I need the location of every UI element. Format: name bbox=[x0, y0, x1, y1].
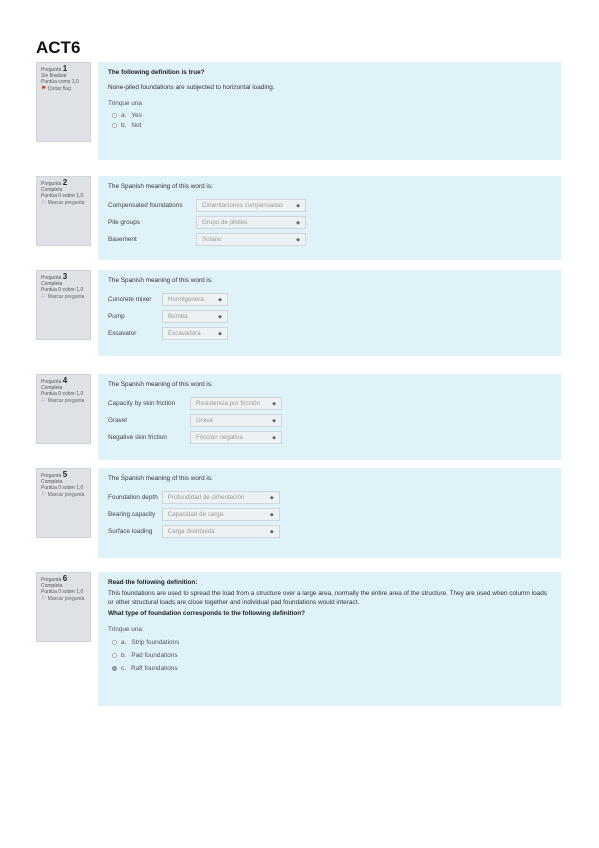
flag-question-button[interactable]: ⚐ Marcar pregunta bbox=[41, 595, 85, 602]
question-body: This foundations are used to spread the load from a structure over a large area, normally the entire area of the structure. They are used when column loads or other structural loads are close together and individual pad foundations would interact. bbox=[108, 590, 547, 606]
term-label: Surface loading bbox=[108, 528, 153, 535]
select-arrow-icon: ◆ bbox=[296, 202, 300, 209]
question-text: The following definition is true? bbox=[108, 69, 205, 76]
answer-select[interactable]: Resistencia por fricción ◆ bbox=[190, 397, 282, 410]
flag-question-button[interactable]: ⚐ Marcar pregunta bbox=[41, 397, 85, 404]
flag-icon: ⚐ bbox=[41, 199, 47, 206]
select-arrow-icon: ◆ bbox=[218, 296, 222, 303]
select-arrow-icon: ◆ bbox=[272, 434, 276, 441]
radio-button[interactable] bbox=[112, 113, 117, 118]
term-label: Pump bbox=[108, 313, 125, 320]
question-state: Completa bbox=[41, 187, 63, 194]
page-title: ACT6 bbox=[36, 38, 81, 57]
select-arrow-icon: ◆ bbox=[272, 400, 276, 407]
question-content-6 bbox=[98, 572, 561, 706]
radio-button[interactable] bbox=[112, 653, 117, 658]
question-info-2 bbox=[36, 176, 91, 246]
question-content-4 bbox=[98, 374, 561, 460]
answer-select[interactable]: Bomba ◆ bbox=[162, 310, 228, 323]
question-marks: Puntúa 0 sobre 1,0 bbox=[41, 485, 84, 492]
answer-select[interactable]: Carga distribuida ◆ bbox=[162, 525, 280, 538]
term-label: Negative skin friction bbox=[108, 434, 167, 441]
flag-question-button[interactable]: ⚐ Marcar pregunta bbox=[41, 199, 85, 206]
matching-row bbox=[108, 291, 228, 308]
matching-row bbox=[108, 395, 282, 412]
answer-select[interactable]: Excavadora ◆ bbox=[162, 327, 228, 340]
select-arrow-icon: ◆ bbox=[269, 528, 274, 535]
matching-table bbox=[108, 291, 228, 342]
matching-table bbox=[108, 395, 282, 446]
question-text: The Spanish meaning of this word is: bbox=[108, 277, 213, 284]
radio-button[interactable] bbox=[112, 640, 117, 645]
answer-select[interactable]: Capacidad de carga ◆ bbox=[162, 508, 280, 521]
question-marks: Puntúa 0 sobre 1,0 bbox=[41, 193, 84, 200]
question-state: Completa bbox=[41, 281, 63, 288]
matching-row bbox=[108, 197, 306, 214]
flag-question-button[interactable]: ⚐ Marcar pregunta bbox=[41, 491, 85, 498]
question-text: The Spanish meaning of this word is: bbox=[108, 381, 213, 388]
radio-button[interactable] bbox=[112, 123, 117, 128]
term-label: Bearing capacity bbox=[108, 511, 156, 518]
flag-icon: ⚐ bbox=[41, 293, 47, 300]
answer-select[interactable]: Fricción negativa ◆ bbox=[190, 431, 282, 444]
question-subtext: What type of foundation corresponds to the following definition? bbox=[108, 610, 306, 617]
answer-select[interactable]: Grava ◆ bbox=[190, 414, 282, 427]
question-content-1 bbox=[98, 62, 561, 160]
flag-icon: ⚐ bbox=[41, 397, 47, 404]
term-label: Foundation depth bbox=[108, 494, 158, 501]
matching-row bbox=[108, 489, 280, 506]
matching-row bbox=[108, 412, 282, 429]
answer-option[interactable]: a. Strip foundations bbox=[108, 636, 551, 649]
answer-select[interactable]: Grupo de pilotes ◆ bbox=[196, 216, 306, 229]
answer-option[interactable]: b. Not bbox=[108, 120, 551, 130]
matching-row bbox=[108, 523, 280, 540]
answer-select[interactable]: Cimentaciones compensadas ◆ bbox=[196, 199, 306, 212]
question-number: Pregunta 6 bbox=[41, 574, 68, 583]
answer-prompt: Trinque una bbox=[108, 100, 142, 107]
term-label: Basement bbox=[108, 236, 137, 243]
flag-question-button[interactable]: ⚐ Marcar pregunta bbox=[41, 293, 85, 300]
matching-table bbox=[108, 197, 306, 248]
question-number: Pregunta 1 bbox=[41, 64, 68, 73]
term-label: Excavator bbox=[108, 330, 137, 337]
answer-option[interactable]: b. Pad foundations bbox=[108, 649, 551, 662]
question-number: Pregunta 4 bbox=[41, 376, 68, 385]
question-text: The Spanish meaning of this word is: bbox=[108, 475, 213, 482]
matching-row bbox=[108, 429, 282, 446]
matching-row bbox=[108, 506, 280, 523]
matching-row bbox=[108, 325, 228, 342]
question-info-5 bbox=[36, 468, 91, 538]
term-label: Pile groups bbox=[108, 219, 140, 226]
question-info-1 bbox=[36, 62, 91, 142]
matching-row bbox=[108, 231, 306, 248]
question-number: Pregunta 3 bbox=[41, 272, 68, 281]
radio-button-selected[interactable] bbox=[112, 666, 117, 671]
flag-question-button[interactable]: ⚑ Quitar flag bbox=[41, 85, 71, 92]
question-marks: Puntúa 0 sobre 1,0 bbox=[41, 287, 84, 294]
term-label: Compensated foundations bbox=[108, 202, 183, 209]
matching-table bbox=[108, 489, 280, 540]
select-arrow-icon: ◆ bbox=[218, 330, 222, 337]
question-info-6 bbox=[36, 572, 91, 642]
term-label: Capacity by skin friction bbox=[108, 400, 176, 407]
question-content-5 bbox=[98, 468, 561, 558]
select-arrow-icon: ◆ bbox=[218, 313, 222, 320]
answer-option[interactable]: c. Raft foundations bbox=[108, 662, 551, 675]
question-state: Completa bbox=[41, 583, 63, 590]
question-number: Pregunta 5 bbox=[41, 470, 68, 479]
question-body: None-piled foundations are subjected to horizontal loading. bbox=[108, 84, 275, 91]
question-state: Completa bbox=[41, 479, 63, 486]
answer-select[interactable]: Sotano ◆ bbox=[196, 233, 306, 246]
question-content-3 bbox=[98, 270, 561, 356]
term-label: Concrete mixer bbox=[108, 296, 152, 303]
question-marks: Puntúa 0 sobre 1,0 bbox=[41, 589, 84, 596]
select-arrow-icon: ◆ bbox=[296, 219, 300, 226]
select-arrow-icon: ◆ bbox=[296, 236, 300, 243]
answer-select[interactable]: Hormigonera ◆ bbox=[162, 293, 228, 306]
question-text: The Spanish meaning of this word is: bbox=[108, 183, 213, 190]
matching-row bbox=[108, 308, 228, 325]
question-marks: Puntúa 0 sobre 1,0 bbox=[41, 391, 84, 398]
matching-row bbox=[108, 214, 306, 231]
select-arrow-icon: ◆ bbox=[272, 417, 276, 424]
answer-prompt: Trinque una bbox=[108, 626, 142, 633]
flag-icon: ⚐ bbox=[41, 491, 47, 498]
question-text: Read the following definition: bbox=[108, 579, 198, 586]
question-content-2 bbox=[98, 176, 561, 260]
answer-option[interactable]: a. Yes bbox=[108, 110, 551, 120]
question-state: Sin finalizar bbox=[41, 73, 67, 80]
question-state: Completa bbox=[41, 385, 63, 392]
question-marks: Puntúa como 1,0 bbox=[41, 79, 79, 86]
question-number: Pregunta 2 bbox=[41, 178, 68, 187]
flag-icon: ⚑ bbox=[41, 85, 47, 92]
term-label: Gravel bbox=[108, 417, 127, 424]
flag-icon: ⚐ bbox=[41, 595, 47, 602]
answer-select[interactable]: Profundidad de cimentación ◆ bbox=[162, 491, 280, 504]
question-info-3 bbox=[36, 270, 91, 340]
select-arrow-icon: ◆ bbox=[269, 511, 274, 518]
select-arrow-icon: ◆ bbox=[269, 494, 274, 501]
question-info-4 bbox=[36, 374, 91, 444]
